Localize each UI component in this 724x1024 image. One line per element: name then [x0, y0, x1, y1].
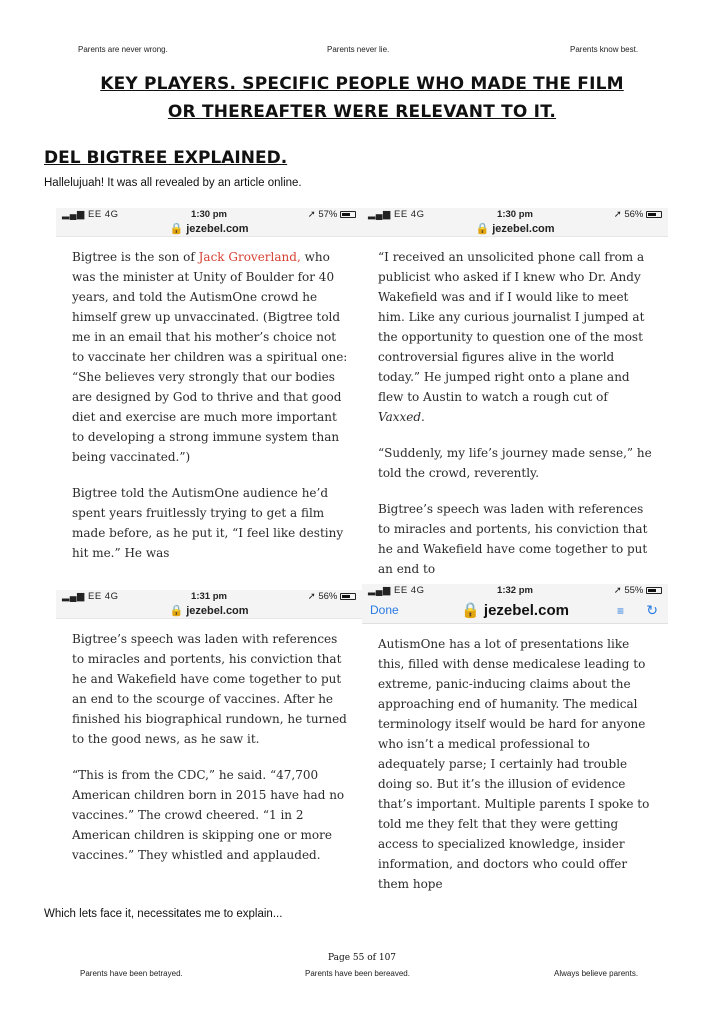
article-body — [362, 624, 668, 894]
article-body — [362, 237, 668, 579]
paragraph: “This is from the CDC,” he said. “47,700 American children born in 2015 have had no vaccines.” The crowd cheered. “1 in 2 American children is skipping one or more vaccines.” They whistled and applauded. — [72, 768, 345, 862]
battery-icon — [340, 211, 356, 218]
paragraph: Bigtree told the AutismOne audience he’d spent years fruitlessly trying to get a film made before, as he put it, “I feel like destiny hit me.” He was — [72, 486, 344, 560]
status-bar — [56, 208, 362, 222]
intro-text: Hallelujuah! It was all revealed by an article online. — [44, 177, 302, 189]
footer-left: Parents have been betrayed. — [80, 969, 183, 978]
battery-indicator: ➚ 56% — [308, 591, 356, 602]
status-time: 1:31 pm — [191, 591, 227, 602]
paragraph: Bigtree’s speech was laden with references to miracles and portents, his conviction that he and Wakefield have come together to put an end to — [378, 502, 648, 576]
url-bar[interactable]: 🔒 jezebel.com — [475, 223, 555, 235]
location-icon: ➚ — [307, 209, 316, 220]
signal-indicator: ▂▄▆ EE 4G — [62, 591, 119, 602]
battery-indicator: ➚ 56% — [614, 209, 662, 220]
page-number: Page 55 of 107 — [327, 953, 397, 963]
browser-toolbar — [362, 598, 668, 624]
url-bar[interactable]: 🔒 jezebel.com — [461, 602, 569, 619]
paragraph: Bigtree is the son of Jack Groverland, who was the minister at Unity of Boulder for 40 years, and told the AutismOne crowd he himself grew up unvaccinated. (Bigtree told me in an email that his mother’s choice not to vaccinate her children was a spiritual one: “She believes very strongly that our bodies are designed by God to thrive and that good diet and exercise are much more important to developing a strong immune system than being vaccinated.”) — [72, 250, 348, 464]
lock-icon: 🔒 — [461, 602, 480, 619]
page-title — [60, 70, 664, 126]
reader-menu-icon[interactable]: ≡ — [616, 604, 624, 618]
battery-indicator: ➚ 57% — [308, 209, 356, 220]
status-bar — [56, 590, 362, 604]
battery-icon — [340, 593, 356, 600]
battery-icon — [646, 587, 662, 594]
status-time: 1:30 pm — [497, 209, 533, 220]
paragraph: “I received an unsolicited phone call from a publicist who asked if I knew who Dr. Andy Wakefield was and if I would like to meet him. Like any curious journalist I jumped at the opportunity to question one of the most controversial figures alive in the world today.” He jumped right onto a plane and flew to Austin to watch a rough cut of Vaxxed. — [378, 250, 645, 424]
section-heading: DEL BIGTREE EXPLAINED. — [44, 148, 288, 168]
outro-text: Which lets face it, necessitates me to explain... — [44, 908, 283, 920]
screenshot-2 — [362, 208, 668, 582]
screenshot-3 — [56, 590, 362, 906]
lock-icon: 🔒 — [169, 605, 184, 617]
footer-right: Always believe parents. — [554, 969, 639, 978]
signal-indicator: ▂▄▆ EE 4G — [368, 209, 425, 220]
done-button[interactable]: Done — [370, 603, 399, 617]
paragraph: “Suddenly, my life’s journey made sense,” he told the crowd, reverently. — [378, 446, 652, 480]
article-body — [56, 237, 362, 563]
url-bar[interactable]: 🔒 jezebel.com — [169, 605, 249, 617]
browser-bar — [56, 208, 362, 237]
paragraph: Bigtree’s speech was laden with references to miracles and portents, his conviction that he and Wakefield have come together to put an end to the scourge of vaccines. After he finished his biographical rundown, he turned to the good news, as he saw it. — [72, 632, 347, 746]
reload-icon[interactable]: ↻ — [646, 602, 658, 618]
header-center: Parents never lie. — [327, 45, 390, 54]
status-bar — [362, 584, 668, 598]
battery-icon — [646, 211, 662, 218]
screenshot-4 — [362, 584, 668, 906]
header-left: Parents are never wrong. — [78, 45, 168, 54]
signal-indicator: ▂▄▆ EE 4G — [368, 585, 425, 596]
screenshot-1 — [56, 208, 362, 582]
article-link[interactable]: Jack Groverland, — [198, 250, 301, 264]
location-icon: ➚ — [613, 209, 622, 220]
url-bar[interactable]: 🔒 jezebel.com — [169, 223, 249, 235]
title-line-1: KEY PLAYERS. SPECIFIC PEOPLE WHO MADE THE FILM — [100, 74, 624, 94]
browser-bar — [56, 590, 362, 619]
status-bar — [362, 208, 668, 222]
lock-icon: 🔒 — [475, 223, 490, 235]
title-line-2: OR THEREAFTER WERE RELEVANT TO IT. — [167, 102, 557, 122]
status-time: 1:32 pm — [497, 585, 533, 596]
location-icon: ➚ — [613, 585, 622, 596]
header-right: Parents know best. — [570, 45, 639, 54]
paragraph: AutismOne has a lot of presentations like this, filled with dense medicalese leading to extreme, panic-inducing claims about the approaching end of humanity. The medical terminology itself would be hard for anyone who isn’t a medical professional to adequately parse; I certainly had trouble doing so. But it’s the illusion of evidence that’s important. Multiple parents I spoke to told me they felt that they were getting access to specialized knowledge, insider information, and doctors who could offer them hope — [378, 637, 650, 891]
battery-indicator: ➚ 55% — [614, 585, 662, 596]
article-body — [56, 619, 362, 865]
signal-indicator: ▂▄▆ EE 4G — [62, 209, 119, 220]
location-icon: ➚ — [307, 591, 316, 602]
lock-icon: 🔒 — [169, 223, 184, 235]
footer-center: Parents have been bereaved. — [305, 969, 410, 978]
browser-bar — [362, 208, 668, 237]
status-time: 1:30 pm — [191, 209, 227, 220]
